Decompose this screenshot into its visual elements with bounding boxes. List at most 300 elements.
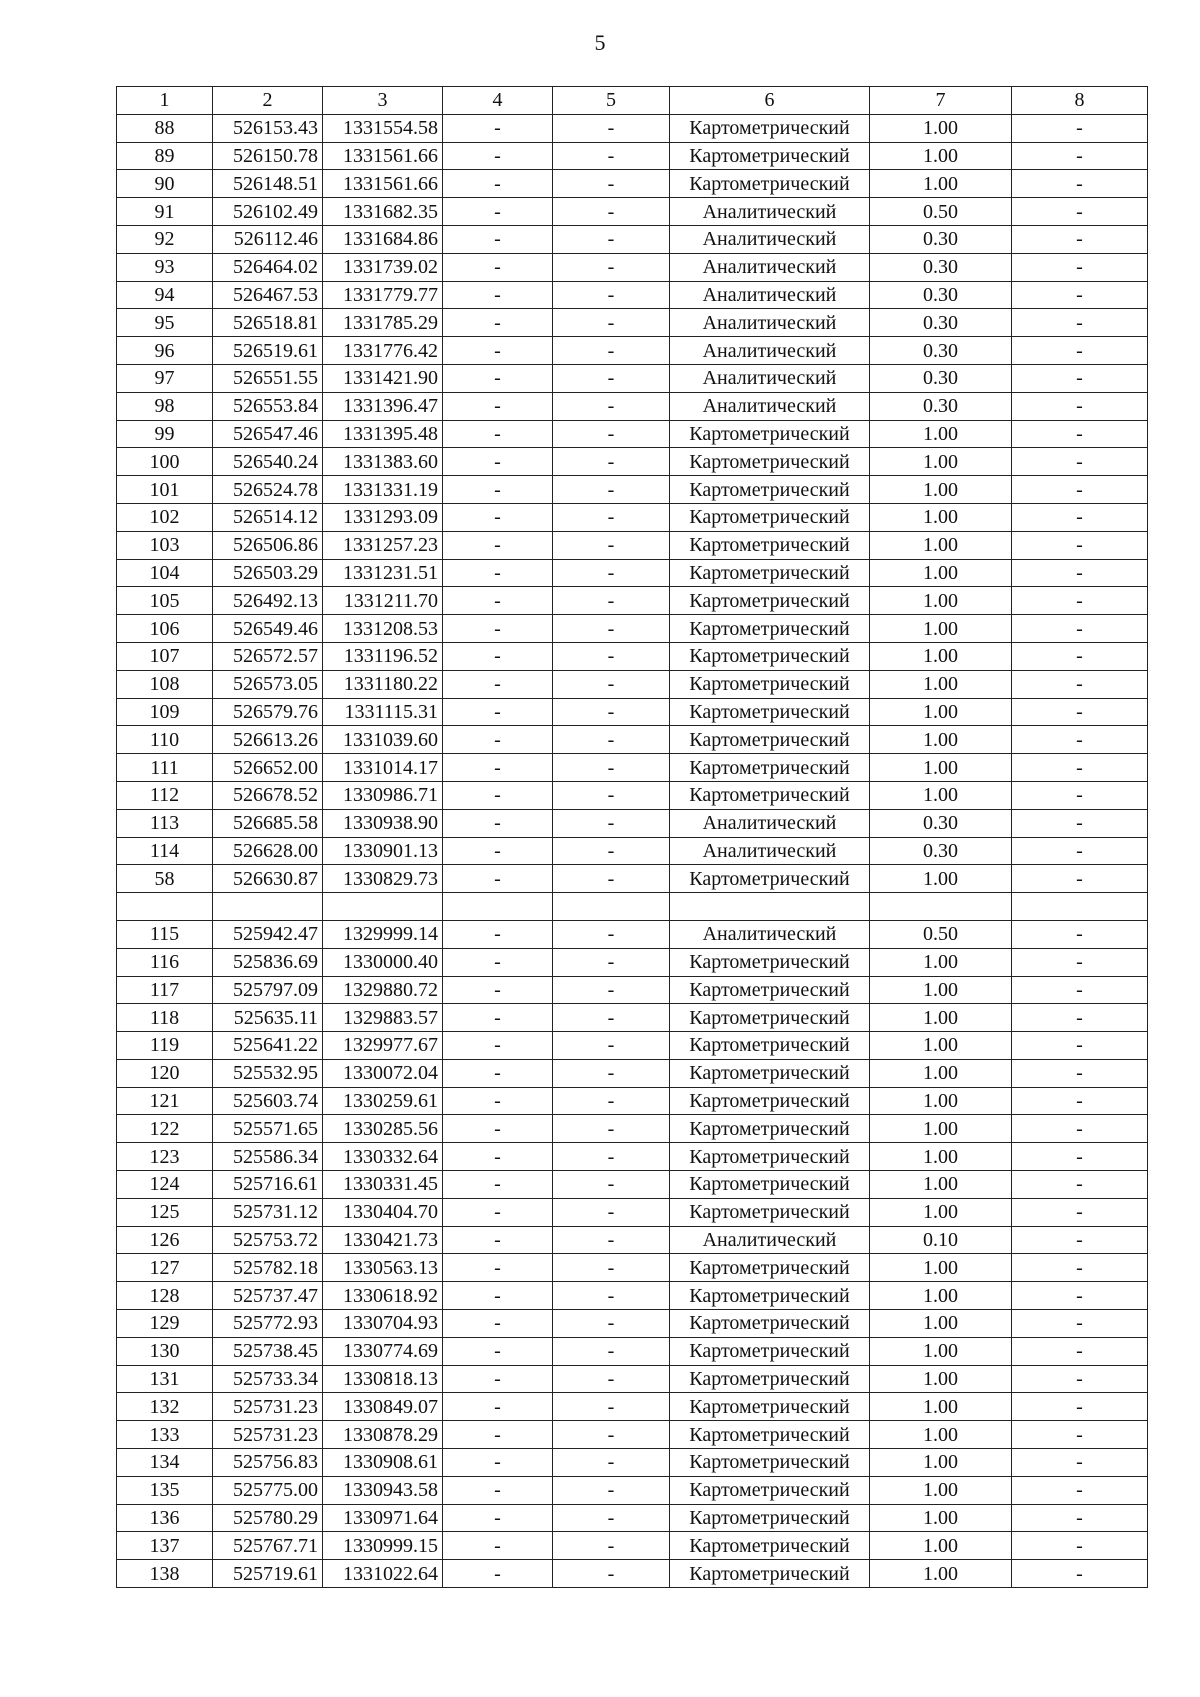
table-cell: Аналитический [670, 253, 870, 281]
table-cell: 1331554.58 [323, 114, 443, 142]
table-row [117, 920, 1148, 948]
table-cell: - [553, 698, 670, 726]
table-cell: - [1012, 1337, 1148, 1365]
table-cell: 1.00 [870, 531, 1012, 559]
table-cell [1012, 893, 1148, 921]
table-cell: Аналитический [670, 392, 870, 420]
table-row [117, 893, 1148, 921]
table-cell: - [1012, 670, 1148, 698]
table-cell: 137 [117, 1532, 213, 1560]
table-cell: 132 [117, 1393, 213, 1421]
table-row [117, 503, 1148, 531]
table-cell: - [1012, 754, 1148, 782]
table-cell: Аналитический [670, 1226, 870, 1254]
table-cell: - [443, 364, 553, 392]
table-cell: 91 [117, 198, 213, 226]
table-cell: 1.00 [870, 1059, 1012, 1087]
table-cell: - [1012, 1004, 1148, 1032]
table-cell: - [553, 1087, 670, 1115]
table-cell: 124 [117, 1171, 213, 1199]
table-cell: - [443, 1337, 553, 1365]
table-cell: 1330563.13 [323, 1254, 443, 1282]
table-cell: - [1012, 642, 1148, 670]
table-cell: - [443, 670, 553, 698]
table-cell: - [1012, 170, 1148, 198]
table-cell: - [443, 1226, 553, 1254]
table-cell: 1.00 [870, 1143, 1012, 1171]
table-cell: - [553, 1560, 670, 1588]
table-cell: - [443, 976, 553, 1004]
table-cell: 526685.58 [213, 809, 323, 837]
table-cell: - [443, 781, 553, 809]
table-cell: 1.00 [870, 559, 1012, 587]
table-cell: 526150.78 [213, 142, 323, 170]
table-cell: - [443, 503, 553, 531]
header-cell: 3 [323, 87, 443, 115]
table-cell: - [553, 392, 670, 420]
table-cell: 1.00 [870, 142, 1012, 170]
table-cell: 1330849.07 [323, 1393, 443, 1421]
table-cell: - [443, 392, 553, 420]
table-cell: Картометрический [670, 531, 870, 559]
table-row [117, 1059, 1148, 1087]
table-cell: Аналитический [670, 337, 870, 365]
table-cell: 1330618.92 [323, 1282, 443, 1310]
table-row [117, 754, 1148, 782]
table-cell: 130 [117, 1337, 213, 1365]
table-cell [213, 893, 323, 921]
table-cell: 1331421.90 [323, 364, 443, 392]
table-row [117, 364, 1148, 392]
table-cell: 0.50 [870, 920, 1012, 948]
table-cell [670, 893, 870, 921]
table-cell: 1331180.22 [323, 670, 443, 698]
table-cell: - [553, 809, 670, 837]
table-cell: 1.00 [870, 170, 1012, 198]
table-cell: 111 [117, 754, 213, 782]
table-cell: - [553, 1365, 670, 1393]
table-cell: Картометрический [670, 420, 870, 448]
table-cell: - [443, 225, 553, 253]
table-cell: - [443, 865, 553, 893]
table-cell: - [443, 253, 553, 281]
table-cell: 1.00 [870, 1254, 1012, 1282]
table-cell: 526547.46 [213, 420, 323, 448]
table-cell: - [553, 1115, 670, 1143]
table-cell: - [1012, 503, 1148, 531]
table-cell: Картометрический [670, 1171, 870, 1199]
table-cell: Картометрический [670, 142, 870, 170]
table-cell: 1.00 [870, 587, 1012, 615]
table-cell: 126 [117, 1226, 213, 1254]
table-cell: - [553, 754, 670, 782]
table-cell: 526613.26 [213, 726, 323, 754]
table-cell: 1330331.45 [323, 1171, 443, 1199]
table-cell: - [443, 1115, 553, 1143]
table-cell: 0.30 [870, 309, 1012, 337]
table-cell: - [443, 1087, 553, 1115]
table-cell: 525719.61 [213, 1560, 323, 1588]
table-cell: 92 [117, 225, 213, 253]
table-cell: 1330285.56 [323, 1115, 443, 1143]
table-row [117, 392, 1148, 420]
table-cell: 525756.83 [213, 1449, 323, 1477]
table-cell: - [443, 1393, 553, 1421]
table-cell: 526579.76 [213, 698, 323, 726]
table-cell: 525737.47 [213, 1282, 323, 1310]
table-cell: - [553, 448, 670, 476]
table-cell: Картометрический [670, 1198, 870, 1226]
table-cell: 112 [117, 781, 213, 809]
table-cell: 1.00 [870, 503, 1012, 531]
table-cell: 99 [117, 420, 213, 448]
table-cell: - [553, 253, 670, 281]
table-cell: 1.00 [870, 615, 1012, 643]
table-row [117, 1476, 1148, 1504]
table-cell: Картометрический [670, 1032, 870, 1060]
table-cell: Картометрический [670, 503, 870, 531]
table-cell: Аналитический [670, 364, 870, 392]
table-cell: - [443, 726, 553, 754]
table-row [117, 170, 1148, 198]
table-cell: 109 [117, 698, 213, 726]
table-row [117, 1337, 1148, 1365]
table-cell: - [553, 559, 670, 587]
table-cell: 90 [117, 170, 213, 198]
table-cell: 98 [117, 392, 213, 420]
table-cell: 1330704.93 [323, 1310, 443, 1338]
table-cell: 133 [117, 1421, 213, 1449]
table-row [117, 1115, 1148, 1143]
table-row [117, 1504, 1148, 1532]
table-cell: Картометрический [670, 726, 870, 754]
table-cell: 1.00 [870, 1171, 1012, 1199]
table-cell: 119 [117, 1032, 213, 1060]
table-cell: - [443, 1171, 553, 1199]
header-cell: 5 [553, 87, 670, 115]
table-row [117, 1143, 1148, 1171]
table-cell: 1.00 [870, 1115, 1012, 1143]
table-cell: 105 [117, 587, 213, 615]
table-cell: - [553, 976, 670, 1004]
table-cell: - [1012, 476, 1148, 504]
table-row [117, 1560, 1148, 1588]
table-cell: - [553, 142, 670, 170]
table-cell: - [1012, 781, 1148, 809]
table-cell: - [443, 754, 553, 782]
table-cell: - [553, 1254, 670, 1282]
table-cell: 115 [117, 920, 213, 948]
table-cell: - [1012, 1449, 1148, 1477]
table-cell: - [1012, 337, 1148, 365]
table-cell: 134 [117, 1449, 213, 1477]
table-cell: - [1012, 1171, 1148, 1199]
table-cell: 1330971.64 [323, 1504, 443, 1532]
table-cell: Картометрический [670, 1365, 870, 1393]
header-cell: 4 [443, 87, 553, 115]
table-cell: 526506.86 [213, 531, 323, 559]
table-cell: 1.00 [870, 448, 1012, 476]
table-cell: - [553, 1337, 670, 1365]
table-cell: 1.00 [870, 642, 1012, 670]
table-cell: 0.50 [870, 198, 1012, 226]
table-cell: 1330259.61 [323, 1087, 443, 1115]
table-cell: - [1012, 1198, 1148, 1226]
table-cell: Картометрический [670, 1087, 870, 1115]
table-cell: - [443, 1282, 553, 1310]
table-cell: 525753.72 [213, 1226, 323, 1254]
table-row [117, 1282, 1148, 1310]
table-row [117, 281, 1148, 309]
table-cell [117, 893, 213, 921]
table-cell: 1.00 [870, 1282, 1012, 1310]
table-cell: - [1012, 1059, 1148, 1087]
table-row [117, 1198, 1148, 1226]
table-cell: - [443, 281, 553, 309]
table-cell: - [553, 1310, 670, 1338]
table-cell: 525797.09 [213, 976, 323, 1004]
table-row [117, 615, 1148, 643]
table-cell: - [1012, 114, 1148, 142]
table-cell: 1331682.35 [323, 198, 443, 226]
table-row [117, 1449, 1148, 1477]
table-row [117, 837, 1148, 865]
table-cell: 127 [117, 1254, 213, 1282]
table-row [117, 1365, 1148, 1393]
table-cell: 135 [117, 1476, 213, 1504]
table-cell: 526514.12 [213, 503, 323, 531]
table-cell: 1331257.23 [323, 531, 443, 559]
table-cell: 526573.05 [213, 670, 323, 698]
table-cell: - [1012, 837, 1148, 865]
table-cell: 1.00 [870, 781, 1012, 809]
table-cell: - [1012, 1421, 1148, 1449]
table-cell: 1331022.64 [323, 1560, 443, 1588]
table-cell: Аналитический [670, 225, 870, 253]
table-cell: 1.00 [870, 976, 1012, 1004]
table-cell: Картометрический [670, 781, 870, 809]
table-cell: 526549.46 [213, 615, 323, 643]
table-row [117, 476, 1148, 504]
table-cell: 1.00 [870, 1449, 1012, 1477]
table-cell: - [553, 364, 670, 392]
table-cell: 1331776.42 [323, 337, 443, 365]
table-cell: - [443, 809, 553, 837]
table-cell: - [553, 198, 670, 226]
table-cell: 1.00 [870, 1365, 1012, 1393]
table-cell: - [553, 837, 670, 865]
table-row [117, 948, 1148, 976]
table-cell: - [553, 1532, 670, 1560]
table-row [117, 1226, 1148, 1254]
table-cell: 108 [117, 670, 213, 698]
table-cell: 0.30 [870, 809, 1012, 837]
table-cell: 1331785.29 [323, 309, 443, 337]
table-cell: 138 [117, 1560, 213, 1588]
table-cell: - [1012, 1365, 1148, 1393]
table-cell: Картометрический [670, 670, 870, 698]
table-cell: 526630.87 [213, 865, 323, 893]
table-cell: 96 [117, 337, 213, 365]
table-cell: - [553, 1059, 670, 1087]
table-cell: Картометрический [670, 1254, 870, 1282]
table-cell: 114 [117, 837, 213, 865]
table-body [117, 114, 1148, 1587]
table-cell: 525716.61 [213, 1171, 323, 1199]
page-number: 5 [594, 30, 606, 55]
table-cell: 1.00 [870, 670, 1012, 698]
table-cell: - [1012, 1032, 1148, 1060]
table-cell: - [1012, 1310, 1148, 1338]
table-cell: 1.00 [870, 726, 1012, 754]
table-cell: - [553, 531, 670, 559]
table-cell: 1329883.57 [323, 1004, 443, 1032]
table-cell: Картометрический [670, 1337, 870, 1365]
table-cell: 1331561.66 [323, 142, 443, 170]
table-cell: 526467.53 [213, 281, 323, 309]
table-cell: - [1012, 1254, 1148, 1282]
table-cell: - [443, 531, 553, 559]
table-cell: 102 [117, 503, 213, 531]
table-cell: 106 [117, 615, 213, 643]
table-cell: - [553, 781, 670, 809]
table-cell: 1331331.19 [323, 476, 443, 504]
table-cell: 525731.23 [213, 1393, 323, 1421]
table-cell: - [553, 309, 670, 337]
table-cell: 1330938.90 [323, 809, 443, 837]
table-cell: - [1012, 1115, 1148, 1143]
table-cell: 526112.46 [213, 225, 323, 253]
table-cell: 525586.34 [213, 1143, 323, 1171]
table-cell: 525782.18 [213, 1254, 323, 1282]
table-cell: 1330999.15 [323, 1532, 443, 1560]
table-cell: - [553, 170, 670, 198]
table-cell: - [443, 837, 553, 865]
table-cell: - [553, 1393, 670, 1421]
table-cell: 125 [117, 1198, 213, 1226]
table-row [117, 1087, 1148, 1115]
table-cell: - [443, 1198, 553, 1226]
table-cell: 1331014.17 [323, 754, 443, 782]
table-cell: 129 [117, 1310, 213, 1338]
table-cell: - [443, 170, 553, 198]
table-cell: - [443, 1449, 553, 1477]
table-cell: - [1012, 920, 1148, 948]
table-cell: 93 [117, 253, 213, 281]
table-cell: - [553, 1226, 670, 1254]
table-cell: 1330901.13 [323, 837, 443, 865]
table-cell: 1329977.67 [323, 1032, 443, 1060]
table-cell: 97 [117, 364, 213, 392]
table-cell: - [443, 587, 553, 615]
table-cell: 1.00 [870, 1532, 1012, 1560]
table-cell: - [553, 865, 670, 893]
table-cell: 1331779.77 [323, 281, 443, 309]
table-cell: Картометрический [670, 448, 870, 476]
table-cell: - [1012, 1226, 1148, 1254]
table-cell: - [1012, 1532, 1148, 1560]
table-cell: 526540.24 [213, 448, 323, 476]
table-cell: - [553, 948, 670, 976]
table-cell: - [1012, 559, 1148, 587]
table-row [117, 1254, 1148, 1282]
table-cell: - [443, 309, 553, 337]
table-cell: 1.00 [870, 420, 1012, 448]
table-cell: - [443, 337, 553, 365]
table-header-row [117, 87, 1148, 115]
table-cell: Картометрический [670, 615, 870, 643]
table-cell: 1330000.40 [323, 948, 443, 976]
table-row [117, 448, 1148, 476]
table-cell: - [443, 1254, 553, 1282]
table-cell: 1330774.69 [323, 1337, 443, 1365]
table-cell: 1.00 [870, 948, 1012, 976]
table-cell: Картометрический [670, 1560, 870, 1588]
table-cell: - [443, 1560, 553, 1588]
table-cell: - [1012, 1282, 1148, 1310]
table-cell: Картометрический [670, 1115, 870, 1143]
header-cell: 7 [870, 87, 1012, 115]
table-row [117, 1393, 1148, 1421]
table-cell: - [443, 114, 553, 142]
table-row [117, 253, 1148, 281]
table-cell: Картометрический [670, 1476, 870, 1504]
table-cell: 1.00 [870, 1310, 1012, 1338]
table-cell: Аналитический [670, 809, 870, 837]
table-cell: 0.30 [870, 281, 1012, 309]
table-cell: 525532.95 [213, 1059, 323, 1087]
table-cell: - [443, 142, 553, 170]
table-row [117, 865, 1148, 893]
table-cell: - [1012, 1143, 1148, 1171]
table-cell: 525641.22 [213, 1032, 323, 1060]
table-row [117, 1532, 1148, 1560]
table-cell: - [1012, 309, 1148, 337]
table-cell: - [553, 1421, 670, 1449]
table-cell: 1331039.60 [323, 726, 443, 754]
table-cell: 1.00 [870, 698, 1012, 726]
table-cell: - [443, 1310, 553, 1338]
table-cell: - [1012, 420, 1148, 448]
table-cell: 122 [117, 1115, 213, 1143]
table-cell: Аналитический [670, 281, 870, 309]
table-cell: - [553, 670, 670, 698]
table-cell: - [553, 114, 670, 142]
table-cell: 526572.57 [213, 642, 323, 670]
table-cell: Картометрический [670, 1504, 870, 1532]
table-cell: Картометрический [670, 1310, 870, 1338]
table-cell: 1.00 [870, 1198, 1012, 1226]
table-cell: 1.00 [870, 754, 1012, 782]
table-cell: - [553, 615, 670, 643]
table-cell [553, 893, 670, 921]
table-cell: - [553, 1143, 670, 1171]
table-cell: 526492.13 [213, 587, 323, 615]
table-cell: Картометрический [670, 976, 870, 1004]
table-cell: 1.00 [870, 865, 1012, 893]
table-cell: 104 [117, 559, 213, 587]
table-cell: - [553, 1171, 670, 1199]
table-cell: - [553, 726, 670, 754]
table-cell: 525738.45 [213, 1337, 323, 1365]
table-cell: 123 [117, 1143, 213, 1171]
table-cell: 117 [117, 976, 213, 1004]
table-cell: 1.00 [870, 1393, 1012, 1421]
table-cell: 1330072.04 [323, 1059, 443, 1087]
table-cell: - [553, 225, 670, 253]
table-cell: 121 [117, 1087, 213, 1115]
table-cell: 0.30 [870, 253, 1012, 281]
